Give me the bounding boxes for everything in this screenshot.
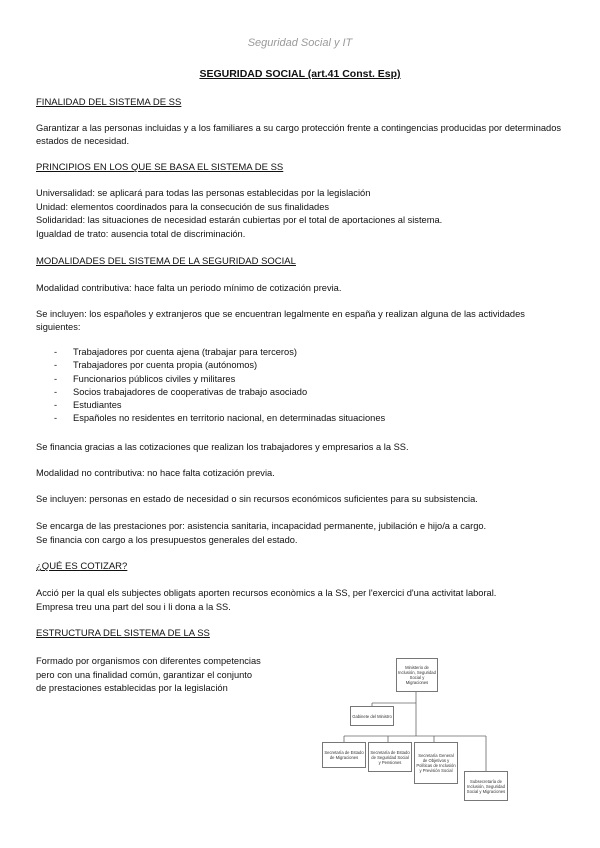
org-box-sec-migraciones: Secretaría de Estado de Migraciones [322,742,366,768]
org-box-gabinete: Gabinete del Ministro [350,706,394,726]
principio-igualdad: Igualdad de trato: ausencia total de discriminación. [36,228,246,239]
heading-estructura: ESTRUCTURA DEL SISTEMA DE LA SS [36,628,210,639]
estructura-line-1: Formado por organismos con diferentes competencias [36,656,261,666]
list-item: - Estudiantes [54,400,122,411]
modalidad-contributiva: Modalidad contributiva: hace falta un periodo mínimo de cotización previa. [36,283,342,293]
estructura-line-2: pero con una finalidad común, garantizar el conjunto [36,669,253,680]
heading-finalidad: FINALIDAD DEL SISTEMA DE SS [36,97,182,108]
incluyen-no-contributiva: Se incluyen: personas en estado de necesidad o sin recursos económicos suficientes para su subsistencia. [36,494,478,504]
org-box-ministerio: Ministerio de Inclusión, Seguridad Social y Migraciones [396,658,438,692]
cotizar-line-2: Empresa treu una part del sou i li dona a la SS. [36,601,231,612]
finalidad-text: Garantizar a las personas incluidas y a los familiares a su cargo protección frente a contingencias producidas por determinados estados de necesidad. [36,123,562,147]
heading-modalidades: MODALIDADES DEL SISTEMA DE LA SEGURIDAD SOCIAL [36,256,296,267]
org-box-subsecretaria: Subsecretaría de Inclusión, Seguridad Social y Migraciones [464,771,508,801]
list-item: - Socios trabajadores de cooperativas de trabajo asociado [54,386,308,397]
list-item: - Trabajadores por cuenta ajena (trabajar para terceros) [54,347,297,357]
heading-principios: PRINCIPIOS EN LOS QUE SE BASA EL SISTEMA DE SS [36,162,284,173]
page-title: SEGURIDAD SOCIAL (art.41 Const. Esp) [199,68,401,80]
financia-contributiva: Se financia gracias a las cotizaciones que realizan los trabajadores y empresarios a la SS. [36,442,409,452]
org-box-sec-seguridad-social: Secretaría de Estado de Seguridad Social y Pensiones [368,742,412,772]
financia-no-contributiva: Se financia con cargo a los presupuestos generales del estado. [36,535,298,545]
list-item: - Trabajadores por cuenta propia (autónomos) [54,360,258,371]
prestaciones-no-contributiva: Se encarga de las prestaciones por: asistencia sanitaria, incapacidad permanente, jubilación e hijo/a a cargo. [36,521,487,531]
estructura-line-3: de prestaciones establecidas por la legislación [36,683,228,693]
org-box-sec-general: Secretaría General de Objetivos y Políticas de Inclusión y Previsión Social [414,742,458,784]
page-header: Seguridad Social y IT [247,37,353,49]
principio-unidad: Unidad: elementos coordinados para la consecución de sus finalidades [36,201,330,212]
list-item: - Funcionarios públicos civiles y militares [54,373,236,384]
principio-universalidad: Universalidad: se aplicará para todas las personas establecidas por la legislación [36,188,371,198]
modalidad-no-contributiva: Modalidad no contributiva: no hace falta cotización previa. [36,468,275,478]
org-chart [316,650,552,820]
actividades-list [36,346,385,426]
cotizar-line-1: Acció per la qual els subjectes obligats aporten recursos econòmics a la SS, per l'exercici d'una activitat laboral. [36,588,497,598]
heading-cotizar: ¿QUÉ ES COTIZAR? [36,561,128,572]
principio-solidaridad: Solidaridad: las situaciones de necesidad estarán cubiertas por el total de aportaciones al sistema. [36,215,443,225]
incluyen-contributiva: Se incluyen: los españoles y extranjeros que se encuentran legalmente en españa y realizan alguna de las actividades siguientes: [36,309,525,333]
list-item: - Españoles no residentes en territorio nacional, en determinadas situaciones [54,413,386,424]
